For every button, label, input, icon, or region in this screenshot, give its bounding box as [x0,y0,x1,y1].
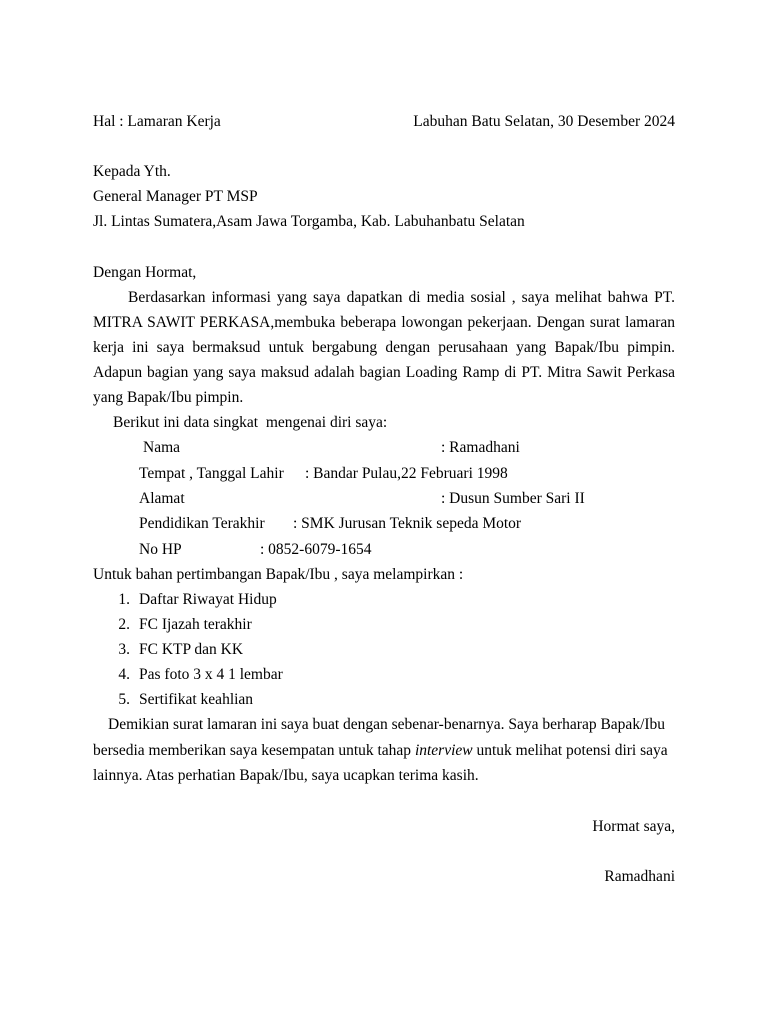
attachment-item: FC KTP dan KK [139,641,244,658]
attachment-item: Daftar Riwayat Hidup [139,591,277,608]
attachment-number: 2. [118,616,130,633]
name-label: Nama [143,439,181,456]
intro-line-1: Berdasarkan informasi yang saya dapatkan di media sosial , saya melihat bahwa PT. [128,289,675,306]
phone-label: No HP [139,541,182,558]
attachment-number: 5. [118,691,130,708]
attachment-number: 3. [118,641,130,658]
closing-line-2-start: bersedia memberikan saya kesempatan untuk tahap [93,742,415,759]
closing-line-2-end: untuk melihat potensi diri saya [472,742,668,759]
attachments-intro: Untuk bahan pertimbangan Bapak/Ibu , saya melampirkan : [93,566,464,583]
name-value: : Ramadhani [441,439,520,456]
intro-line-2: MITRA SAWIT PERKASA,membuka beberapa lowongan pekerjaan. Dengan surat lamaran [93,314,675,331]
education-value: : SMK Jurusan Teknik sepeda Motor [293,515,522,532]
address-value: : Dusun Sumber Sari II [441,490,585,507]
address-label: Alamat [139,490,185,507]
attachment-item: FC Ijazah terakhir [139,616,252,633]
intro-line-3: kerja ini saya bermaksud untuk bergabung dengan perusahaan yang Bapak/Ibu pimpin. [93,339,675,356]
data-intro: Berikut ini data singkat mengenai diri saya: [113,414,388,431]
attachment-number: 1. [118,591,130,608]
recipient-name: General Manager PT MSP [93,188,258,205]
closing-line-1: Demikian surat lamaran ini saya buat dengan sebenar-benarnya. Saya berharap Bapak/Ibu [108,716,666,733]
phone-value: : 0852-6079-1654 [260,541,372,558]
signature-name: Ramadhani [604,868,675,885]
signoff: Hormat saya, [592,818,675,835]
interview-word: interview [414,742,473,759]
attachment-number: 4. [118,666,130,683]
intro-line-4: Adapun bagian yang saya maksud adalah bagian Loading Ramp di PT. Mitra Sawit Perkasa [93,364,675,381]
subject-line: Hal : Lamaran Kerja [93,113,221,130]
intro-line-5: yang Bapak/Ibu pimpin. [93,389,244,406]
attachment-item: Pas foto 3 x 4 1 lembar [139,666,283,683]
closing-line-3: lainnya. Atas perhatian Bapak/Ibu, saya ucapkan terima kasih. [93,767,479,784]
recipient-salutation: Kepada Yth. [93,163,171,180]
closing-line-2 [93,741,668,761]
place-date: Labuhan Batu Selatan, 30 Desember 2024 [413,113,675,130]
greeting: Dengan Hormat, [93,264,197,281]
attachment-item: Sertifikat keahlian [139,691,254,708]
education-label: Pendidikan Terakhir [139,515,265,532]
recipient-address: Jl. Lintas Sumatera,Asam Jawa Torgamba, Kab. Labuhanbatu Selatan [93,213,525,230]
birth-label: Tempat , Tanggal Lahir [139,465,284,482]
birth-value: : Bandar Pulau,22 Februari 1998 [305,465,508,482]
